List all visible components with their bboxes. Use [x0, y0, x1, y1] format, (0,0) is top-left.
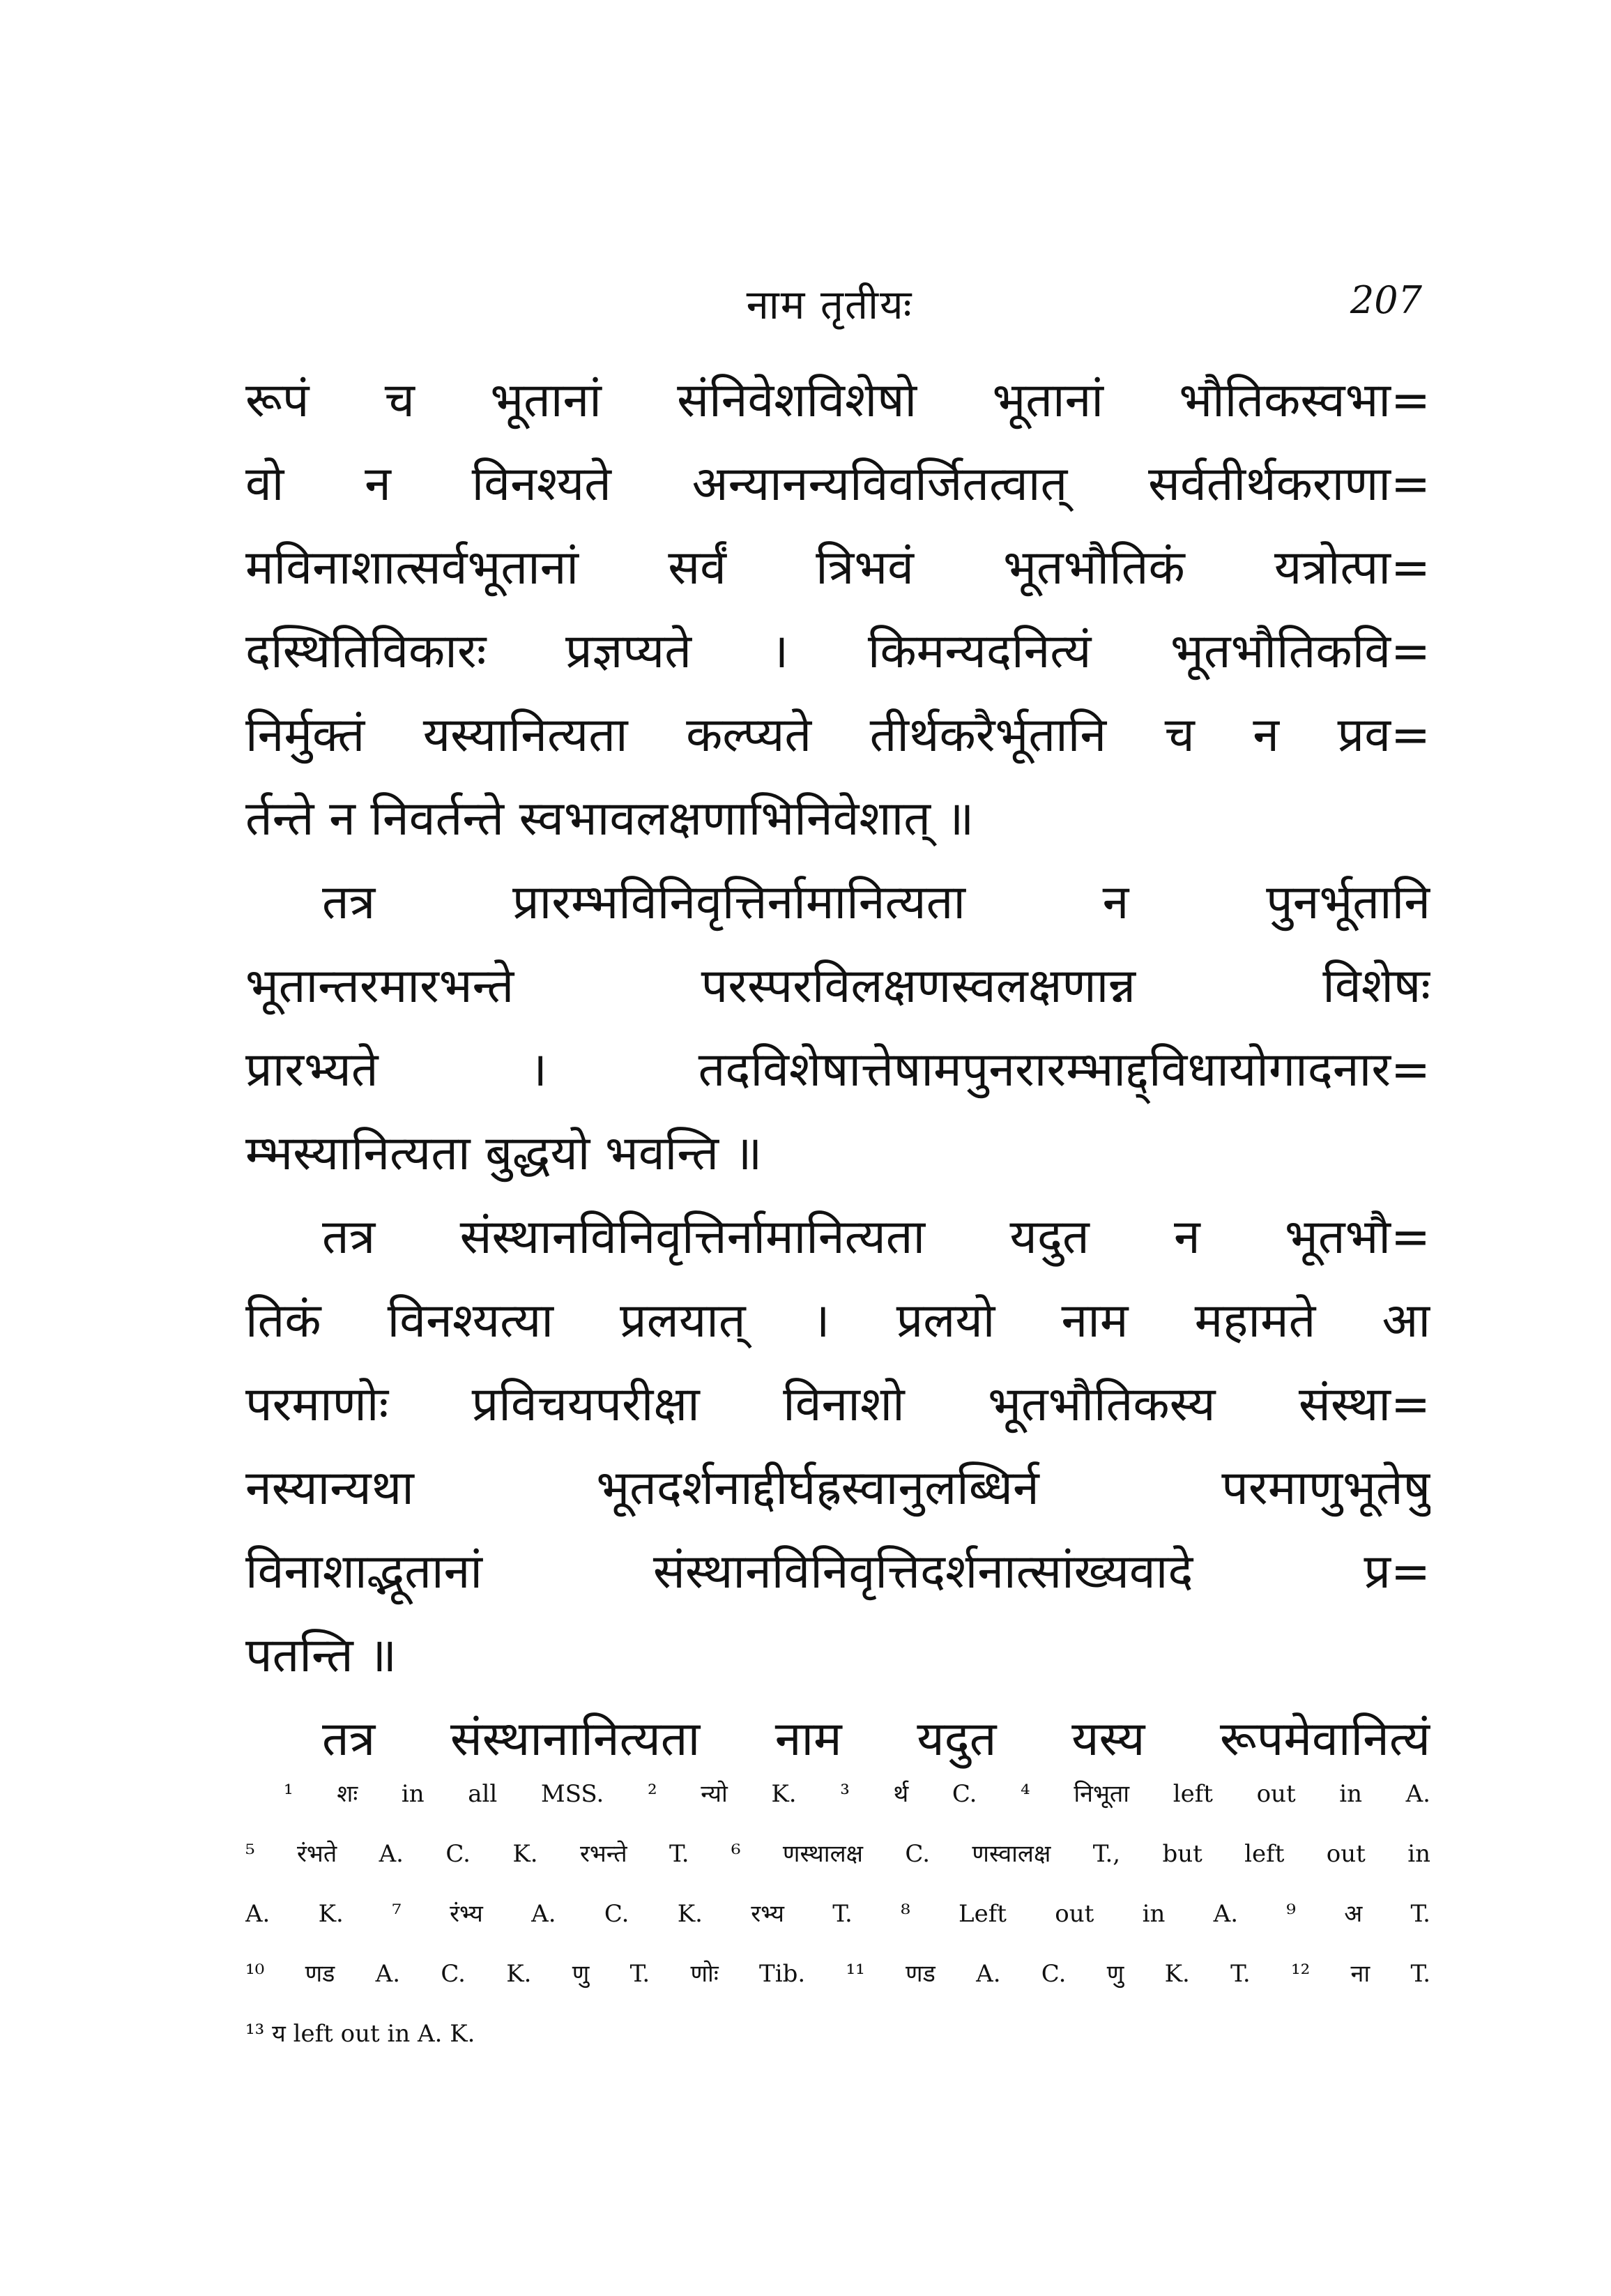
footnotes — [245, 1764, 1430, 2064]
text-line: वो न विनश्यते अन्यानन्यविवर्जितत्वात् सर्वतीर्थकराणा= — [245, 457, 1430, 512]
paragraph — [245, 1196, 1430, 1698]
footnote-line: ¹³ य left out in A. K. — [245, 2020, 475, 2048]
page-number: 207 — [1350, 278, 1422, 322]
paragraph — [245, 359, 1430, 861]
footnote-line: ¹ शः in all MSS. ² न्यो K. ³ र्थ C. ⁴ निभूता left out in A. — [284, 1780, 1430, 1808]
text-line: मविनाशात्सर्वभूतानां सर्वं त्रिभवं भूतभौतिकं यत्रोत्पा= — [245, 540, 1430, 595]
paragraph — [245, 861, 1430, 1196]
page-header — [237, 275, 1422, 331]
text-line: र्तन्ते न निवर्तन्ते स्वभावलक्षणाभिनिवेशात् ॥ — [245, 791, 975, 846]
text-line: तिकं विनश्यत्या प्रलयात् । प्रलयो नाम महामते आ — [245, 1293, 1430, 1348]
footnote-line: ⁵ रंभते A. C. K. रभन्ते T. ⁶ णस्थालक्ष C. णस्वालक्ष T., but left out in — [245, 1840, 1430, 1868]
text-line: म्भस्यानित्यता बुद्धयो भवन्ति ॥ — [245, 1126, 763, 1181]
text-line: पतन्ति ॥ — [245, 1628, 397, 1683]
text-line: तत्र संस्थानविनिवृत्तिर्नामानित्यता यदुत न भूतभौ= — [322, 1210, 1430, 1265]
footnote-line: ¹⁰ णड A. C. K. णु T. णोः Tib. ¹¹ णड A. C. णु K. T. ¹² ना T. — [245, 1960, 1430, 1988]
text-line: निर्मुक्तं यस्यानित्यता कल्प्यते तीर्थकरैर्भूतानि च न प्रव= — [245, 708, 1430, 763]
running-title: नाम तृतीयः — [746, 281, 913, 328]
text-line: परमाणोः प्रविचयपरीक्षा विनाशो भूतभौतिकस्य संस्था= — [245, 1377, 1430, 1432]
text-line: विनाशाद्भूतानां संस्थानविनिवृत्तिदर्शनात्सांख्यवादे प्र= — [245, 1544, 1430, 1599]
text-line: तत्र संस्थानानित्यता नाम यदुत यस्य रूपमेवानित्यं — [322, 1712, 1430, 1767]
footnote-line: A. K. ⁷ रंभ्य A. C. K. रभ्य T. ⁸ Left out in A. ⁹ अ T. — [245, 1900, 1430, 1928]
text-line: भूतान्तरमारभन्ते परस्परविलक्षणस्वलक्षणान्न विशेषः — [245, 959, 1430, 1014]
text-line: तत्र प्रारम्भविनिवृत्तिर्नामानित्यता न पुनर्भूतानि — [322, 875, 1430, 930]
text-line: रूपं च भूतानां संनिवेशविशेषो भूतानां भौतिकस्वभा= — [245, 373, 1430, 428]
main-text — [245, 359, 1430, 1781]
text-line: दस्थितिविकारः प्रज्ञप्यते । किमन्यदनित्यं भूतभौतिकवि= — [245, 624, 1430, 679]
text-line: नस्यान्यथा भूतदर्शनाद्दीर्घह्रस्वानुलब्धिर्न परमाणुभूतेषु — [245, 1461, 1430, 1516]
text-line: प्रारभ्यते । तदविशेषात्तेषामपुनरारम्भाद्द्विधायोगादनार= — [245, 1042, 1430, 1097]
